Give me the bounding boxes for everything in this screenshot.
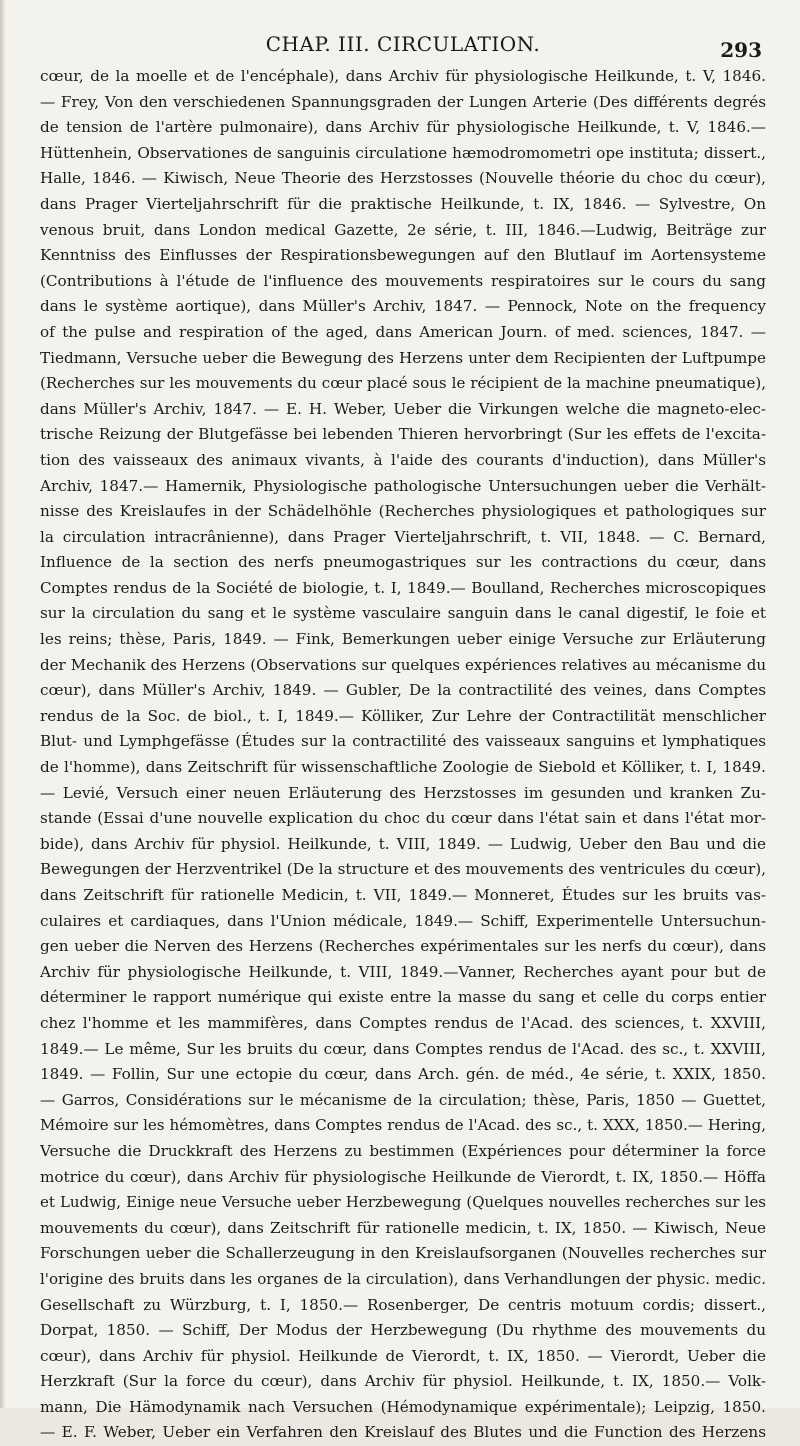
text-line: dans Müller's Archiv, 1847. — E. H. Weber, Ueber die Virkungen welche die magneto-elec- xyxy=(40,399,766,418)
text-line: l'origine des bruits dans les organes de la circulation), dans Verhandlungen der physic. medic. xyxy=(40,1269,766,1288)
text-line: cœur), dans Müller's Archiv, 1849. — Gubler, De la contractilité des veines, dans Comptes xyxy=(40,681,766,700)
text-line: tion des vaisseaux des animaux vivants, à l'aide des courants d'induction), dans Müller's xyxy=(40,450,766,469)
text-line: Mémoire sur les hémomètres, dans Comptes rendus de l'Acad. des sc., t. XXX, 1850.— Hering, xyxy=(40,1116,766,1135)
text-line: Dorpat, 1850. — Schiff, Der Modus der Herzbewegung (Du rhythme des mouvements du xyxy=(40,1321,766,1340)
text-line: bide), dans Archiv für physiol. Heilkunde, t. VIII, 1849. — Ludwig, Ueber den Bau und die xyxy=(40,834,766,853)
text-line: Gesellschaft zu Würzburg, t. I, 1850.— Rosenberger, De centris motuum cordis; dissert., xyxy=(40,1295,766,1314)
text-line: Tiedmann, Versuche ueber die Bewegung des Herzens unter dem Recipienten der Luftpumpe xyxy=(40,348,766,367)
text-line: Hüttenhein, Observationes de sanguinis circulatione hæmodromometri ope instituta; dissert., xyxy=(40,143,766,162)
text-line: (Contributions à l'étude de l'influence des mouvements respiratoires sur le cours du sang xyxy=(40,271,766,290)
text-line: mouvements du cœur), dans Zeitschrift für rationelle medicin, t. IX, 1850. — Kiwisch, Neue xyxy=(40,1218,766,1237)
running-head xyxy=(40,24,766,64)
text-line: Influence de la section des nerfs pneumogastriques sur les contractions du cœur, dans xyxy=(40,553,766,572)
text-line: dans Prager Vierteljahrschrift für die praktische Heilkunde, t. IX, 1846. — Sylvestre, On xyxy=(40,194,766,213)
text-line: dans le système aortique), dans Müller's Archiv, 1847. — Pennock, Note on the frequency xyxy=(40,297,766,316)
text-line: Blut- und Lymphgefässe (Études sur la contractilité des vaisseaux sanguins et lymphatiques xyxy=(40,732,766,751)
text-line: der Mechanik des Herzens (Observations sur quelques expériences relatives au mécanisme du xyxy=(40,655,766,674)
text-line: les reins; thèse, Paris, 1849. — Fink, Bemerkungen ueber einige Versuche zur Erläuterung xyxy=(40,630,766,649)
text-line: gen ueber die Nerven des Herzens (Recherches expérimentales sur les nerfs du cœur), dans xyxy=(40,937,766,956)
text-line: nisse des Kreislaufes in der Schädelhöhle (Recherches physiologiques et pathologiques sur xyxy=(40,502,766,521)
text-line: of the pulse and respiration of the aged, dans American Journ. of med. sciences, 1847. — xyxy=(40,322,766,341)
text-line: rendus de la Soc. de biol., t. I, 1849.— Kölliker, Zur Lehre der Contractilität menschlicher xyxy=(40,706,766,725)
text-line: Kenntniss des Einflusses der Respirationsbewegungen auf den Blutlauf im Aortensysteme xyxy=(40,246,766,265)
text-line: Herzkraft (Sur la force du cœur), dans Archiv für physiol. Heilkunde, t. IX, 1850.— Volk- xyxy=(40,1372,766,1391)
text-line: sur la circulation du sang et le système vasculaire sanguin dans le canal digestif, le foie et xyxy=(40,604,766,623)
text-line: déterminer le rapport numérique qui existe entre la masse du sang et celle du corps entier xyxy=(40,988,766,1007)
text-line: Comptes rendus de la Société de biologie, t. I, 1849.— Boulland, Recherches microscopiques xyxy=(40,578,766,597)
text-line: (Recherches sur les mouvements du cœur placé sous le récipient de la machine pneumatique), xyxy=(40,374,766,393)
text-line: Forschungen ueber die Schallerzeugung in den Kreislaufsorganen (Nouvelles recherches sur xyxy=(40,1244,766,1263)
text-line: Halle, 1846. — Kiwisch, Neue Theorie des Herzstosses (Nouvelle théorie du choc du cœur), xyxy=(40,169,766,188)
text-line: cœur), dans Archiv für physiol. Heilkunde de Vierordt, t. IX, 1850. — Vierordt, Ueber die xyxy=(40,1346,766,1365)
text-line: et Ludwig, Einige neue Versuche ueber Herzbewegung (Quelques nouvelles recherches sur les xyxy=(40,1193,766,1212)
text-line: de l'homme), dans Zeitschrift für wissenschaftliche Zoologie de Siebold et Kölliker, t. I, 1849. xyxy=(40,758,766,777)
text-line: dans Zeitschrift für rationelle Medicin, t. VII, 1849.— Monneret, Études sur les bruits vas- xyxy=(40,886,766,904)
text-line: — Levié, Versuch einer neuen Erläuterung des Herzstosses im gesunden und kranken Zu- xyxy=(40,783,766,802)
text-line: — E. F. Weber, Ueber ein Verfahren den Kreislauf des Blutes und die Function des Herzens xyxy=(40,1423,766,1442)
text-line: Versuche die Druckkraft des Herzens zu bestimmen (Expériences pour déterminer la force xyxy=(40,1141,766,1160)
text-line: de tension de l'artère pulmonaire), dans Archiv für physiologische Heilkunde, t. V, 1846.— xyxy=(40,118,766,137)
text-line: 1849.— Le même, Sur les bruits du cœur, dans Comptes rendus de l'Acad. des sc., t. XXVIII, xyxy=(40,1039,766,1058)
text-line: motrice du cœur), dans Archiv für physiologische Heilkunde de Vierordt, t. IX, 1850.— Höffa xyxy=(40,1167,766,1186)
text-line: — Frey, Von den verschiedenen Spannungsgraden der Lungen Arterie (Des différents degrés xyxy=(40,92,766,111)
text-line: Archiv, 1847.— Hamernik, Physiologische pathologische Untersuchungen ueber die Verhält- xyxy=(40,476,766,495)
bibliography-text xyxy=(40,64,766,1446)
text-line: Archiv für physiologische Heilkunde, t. VIII, 1849.—Vanner, Recherches ayant pour but de xyxy=(40,962,766,981)
text-line: stande (Essai d'une nouvelle explication du choc du cœur dans l'état sain et dans l'état mor- xyxy=(40,809,766,828)
page-edge-shadow xyxy=(0,0,6,1408)
text-line: Bewegungen der Herzventrikel (De la structure et des mouvements des ventricules du cœur), xyxy=(40,860,766,879)
text-line: chez l'homme et les mammifères, dans Comptes rendus de l'Acad. des sciences, t. XXVIII, xyxy=(40,1013,766,1032)
chapter-title: CHAP. III. CIRCULATION. xyxy=(265,32,541,56)
text-line: cœur, de la moelle et de l'encéphale), dans Archiv für physiologische Heilkunde, t. V, 1846. xyxy=(40,67,766,85)
text-line: trische Reizung der Blutgefässe bei lebenden Thieren hervorbringt (Sur les effets de l'excita- xyxy=(40,425,766,444)
page-number: 293 xyxy=(720,38,762,62)
text-line: venous bruit, dans London medical Gazette, 2e série, t. III, 1846.—Ludwig, Beiträge zur xyxy=(40,220,766,239)
text-line: la circulation intracrânienne), dans Prager Vierteljahrschrift, t. VII, 1848. — C. Bernard, xyxy=(40,527,766,546)
text-line: 1849. — Follin, Sur une ectopie du cœur, dans Arch. gén. de méd., 4e série, t. XXIX, 1850. xyxy=(40,1065,766,1084)
text-line: culaires et cardiaques, dans l'Union médicale, 1849.— Schiff, Experimentelle Untersuchun- xyxy=(40,911,766,930)
text-line: — Garros, Considérations sur le mécanisme de la circulation; thèse, Paris, 1850 — Guettet, xyxy=(40,1090,766,1109)
text-line: mann, Die Hämodynamik nach Versuchen (Hémodynamique expérimentale); Leipzig, 1850. xyxy=(40,1397,766,1416)
